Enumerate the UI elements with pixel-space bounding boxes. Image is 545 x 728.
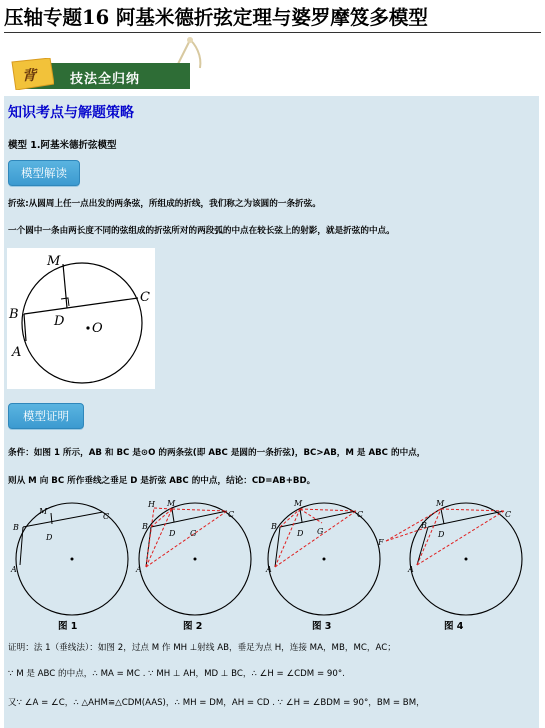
proof-line-1: 证明：法 1（垂线法）：如图 2，过点 M 作 MH ⊥射线 AB，垂足为点 H，连接 MA，MB，MC，AC； xyxy=(8,643,396,653)
f2-label-g: G xyxy=(190,529,197,538)
model-explanation-tag: 模型解读 xyxy=(8,160,80,186)
f2-label-d: D xyxy=(169,529,176,538)
f4-label-c: C xyxy=(505,510,512,519)
figure-3-caption: 图 3 xyxy=(312,621,332,632)
figure-4 xyxy=(377,499,522,615)
chord-bc xyxy=(24,298,138,314)
f2-label-m: M xyxy=(167,499,176,508)
figure-2 xyxy=(135,499,251,615)
banner-badge-label: 背 xyxy=(22,68,36,84)
figure-1-caption: 图 1 xyxy=(58,621,78,632)
section-heading: 知识考点与解题策略 xyxy=(8,105,134,121)
circle-o xyxy=(22,263,142,383)
perpendicular-md xyxy=(63,264,67,308)
label-o: O xyxy=(92,321,103,336)
condition-line-2: 则从 M 向 BC 所作垂线之垂足 D 是折弦 ABC 的中点，结论：CD=AB+BD。 xyxy=(8,476,316,486)
theorem-text: 一个圆中一条由两长度不同的弦组成的折弦所对的两段弧的中点在较长弦上的射影，就是折弦的中点。 xyxy=(8,226,395,236)
label-a: A xyxy=(12,345,22,360)
f3-label-g: G xyxy=(317,527,324,536)
f2-label-b: B xyxy=(142,522,148,531)
section-banner xyxy=(10,58,190,90)
f3-label-m: M xyxy=(294,499,303,508)
center-point xyxy=(86,326,89,329)
f1-label-a: A xyxy=(11,565,17,574)
f4-label-f: F xyxy=(378,538,384,547)
broken-chord-figure xyxy=(7,248,155,389)
page-title: 压轴专题16 阿基米德折弦定理与婆罗摩笈多模型 xyxy=(4,6,428,29)
f2-label-h: H xyxy=(148,500,155,509)
condition-line-1: 条件：如图 1 所示，AB 和 BC 是⊙O 的两条弦(即 ABC 是圆的一条折弦)，BC>AB，M 是 ABC 的中点， xyxy=(8,448,426,458)
f2-label-c: C xyxy=(228,510,235,519)
f1-label-b: B xyxy=(13,523,19,532)
f1-label-m: M xyxy=(39,507,48,516)
figure-1 xyxy=(10,503,128,615)
figure-3 xyxy=(265,499,380,615)
label-b: B xyxy=(9,307,19,322)
proof-figures-row xyxy=(4,497,539,632)
f4-label-a: A xyxy=(408,565,414,574)
f3-label-b: B xyxy=(271,522,277,531)
figure-2-caption: 图 2 xyxy=(183,621,203,632)
f3-label-c: C xyxy=(357,510,364,519)
f3-label-d: D xyxy=(297,529,304,538)
model-proof-tag: 模型证明 xyxy=(8,403,84,429)
f3-label-a: A xyxy=(266,565,272,574)
f4-label-d: D xyxy=(438,530,445,539)
model-title: 模型 1.阿基米德折弦模型 xyxy=(8,140,117,151)
title-divider xyxy=(4,32,541,33)
proof-line-2: ∵ M 是 ABC 的中点，∴ MA = MC . ∵ MH ⊥ AH，MD ⊥ BC，∴ ∠H = ∠CDM = 90°. xyxy=(8,669,345,679)
banner-label: 技法全归纳 xyxy=(70,72,141,87)
f1-label-d: D xyxy=(46,533,53,542)
f1-label-c: C xyxy=(103,512,110,521)
figure-4-caption: 图 4 xyxy=(444,621,464,632)
f2-label-a: A xyxy=(136,565,142,574)
proof-line-3: 又∵ ∠A = ∠C，∴ △AHM≌△CDM(AAS)，∴ MH = DM，AH = CD . ∵ ∠H = ∠BDM = 90°，BM = BM， xyxy=(8,698,425,708)
chord-ab xyxy=(24,314,26,341)
label-m: M xyxy=(47,254,61,269)
label-d: D xyxy=(54,314,65,329)
right-angle-mark xyxy=(61,298,69,306)
f4-label-b: B xyxy=(421,521,427,530)
content-panel xyxy=(4,96,539,728)
f4-label-m: M xyxy=(436,499,445,508)
definition-text: 折弦:从圆周上任一点出发的两条弦，所组成的折线，我们称之为该圆的一条折弦。 xyxy=(8,199,321,209)
label-c: C xyxy=(140,290,150,305)
